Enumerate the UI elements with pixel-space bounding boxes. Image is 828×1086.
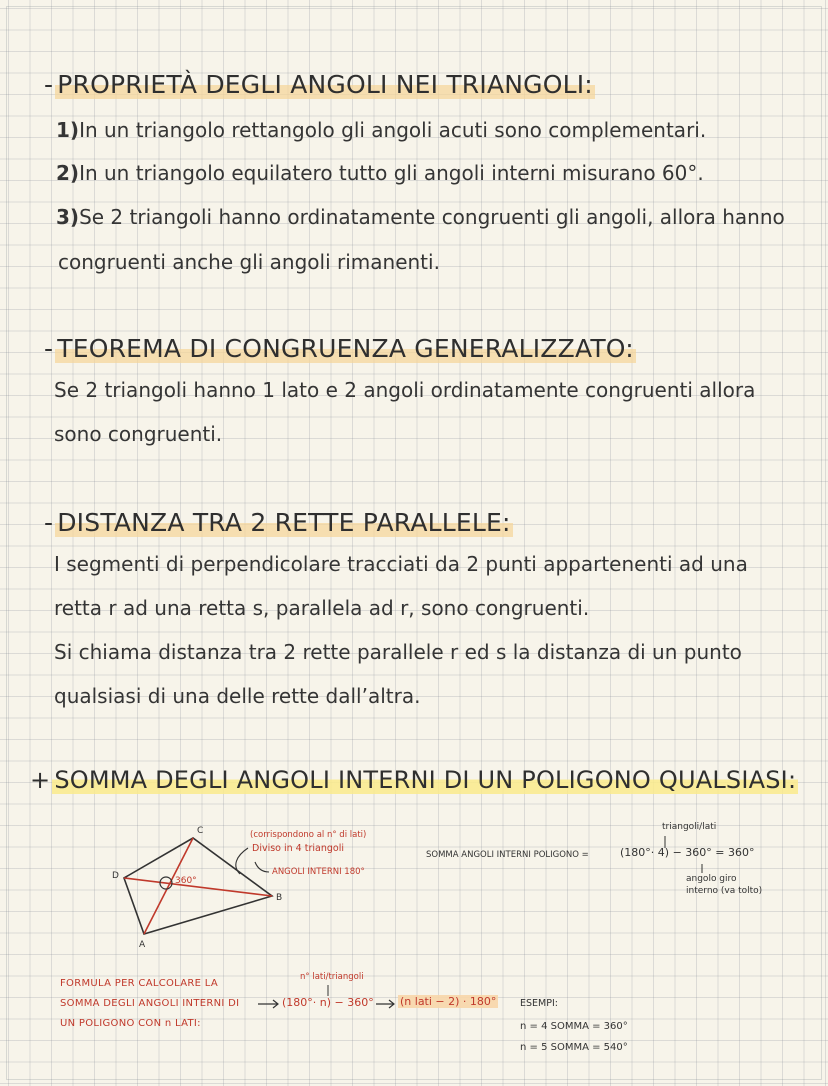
note-arrow: [236, 848, 248, 874]
property-item-2: 2)In un triangolo equilatero tutto gli angoli interni misurano 60°.: [56, 161, 704, 185]
sum-formula-label: SOMMA ANGOLI INTERNI POLIGONO =: [426, 850, 589, 860]
diagram-note-triangles: Diviso in 4 triangoli: [252, 843, 344, 854]
formula-label-line-1: FORMULA PER CALCOLARE LA: [60, 978, 218, 989]
distance-line-4: qualsiasi di una delle rette dall’altra.: [54, 684, 421, 708]
property-item-3-continued: congruenti anche gli angoli rimanenti.: [58, 250, 440, 274]
diagonal-db: [124, 878, 272, 896]
formula-label-line-2: SOMMA DEGLI ANGOLI INTERNI DI: [60, 998, 240, 1009]
quadrilateral-outline: [124, 838, 272, 934]
property-item-3: 3)Se 2 triangoli hanno ordinatamente congruenti gli angoli, allora hanno: [56, 205, 785, 229]
formula-expression-1: (180°· n) − 360°: [282, 996, 374, 1009]
center-angle-label: 360°: [175, 876, 197, 886]
example-2: n = 5 SOMMA = 540°: [520, 1042, 628, 1053]
diagram-note-sides: (corrispondono al n° di lati): [250, 830, 367, 840]
examples-label: ESEMPI:: [520, 998, 558, 1009]
sum-note-full-angle: angolo giro: [686, 874, 737, 884]
theorem-line-1: Se 2 triangoli hanno 1 lato e 2 angoli ordinatamente congruenti allora: [54, 378, 756, 402]
section-heading-congruence-theorem: - TEOREMA DI CONGRUENZA GENERALIZZATO:: [44, 334, 634, 363]
sum-note-triangles-sides: triangoli/lati: [662, 822, 717, 832]
formula-expression-2: (n lati − 2) · 180°: [400, 995, 497, 1008]
section-heading-polygon-angle-sum: + SOMMA DEGLI ANGOLI INTERNI DI UN POLIGONO QUALSIASI:: [30, 766, 797, 794]
sum-note-remove: interno (va tolto): [686, 886, 763, 896]
example-1: n = 4 SOMMA = 360°: [520, 1021, 628, 1032]
distance-line-2: retta r ad una retta s, parallela ad r, sono congruenti.: [54, 596, 590, 620]
distance-line-1: I segmenti di perpendicolare tracciati da 2 punti appartenenti ad una: [54, 552, 748, 576]
vertex-label-b: B: [276, 893, 283, 903]
note-hook: [255, 862, 269, 872]
sum-formula: (180°· 4) − 360° = 360°: [620, 846, 755, 859]
property-item-1: 1)In un triangolo rettangolo gli angoli acuti sono complementari.: [56, 118, 707, 142]
distance-line-3: Si chiama distanza tra 2 rette parallele r ed s la distanza di un punto: [54, 640, 742, 664]
theorem-line-2: sono congruenti.: [54, 422, 223, 446]
vertex-label-a: A: [139, 940, 146, 950]
vertex-label-c: C: [197, 826, 204, 836]
section-heading-parallel-distance: - DISTANZA TRA 2 RETTE PARALLELE:: [44, 508, 511, 537]
vertex-label-d: D: [112, 871, 119, 881]
diagram-note-interior-angles: ANGOLI INTERNI 180°: [272, 867, 365, 877]
section-heading-angle-properties: - PROPRIETÀ DEGLI ANGOLI NEI TRIANGOLI:: [44, 70, 593, 99]
formula-label-line-3: UN POLIGONO CON n LATI:: [60, 1018, 201, 1029]
formula-note-sides-triangles: n° lati/triangoli: [300, 972, 364, 982]
